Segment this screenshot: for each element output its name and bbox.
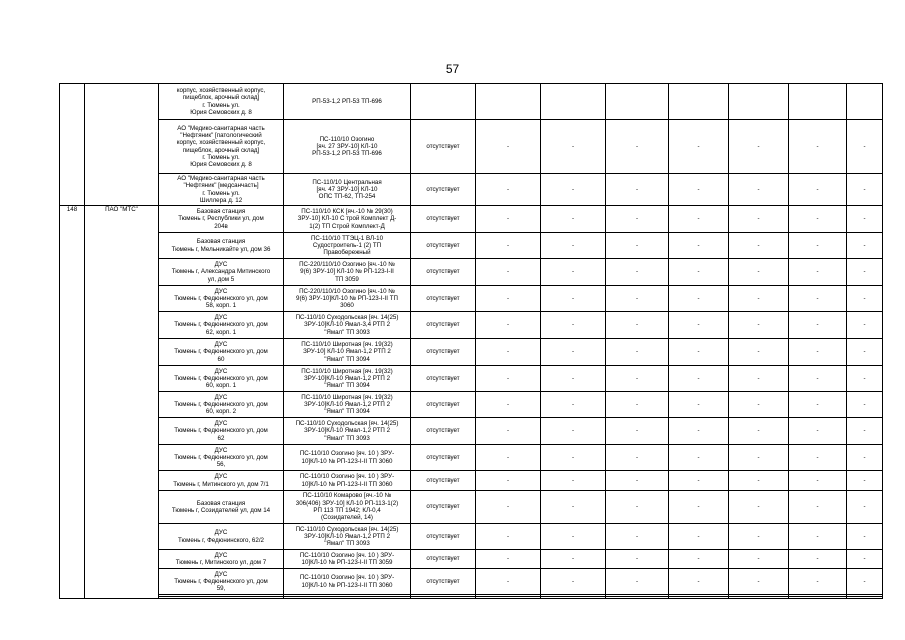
value-cell: -: [847, 259, 883, 286]
value-cell: -: [669, 206, 729, 233]
supply-cell: ПС-110/10 Суходольская [яч. 14(25) ЗРУ-10]КЛ-10 Ямал-3,4 РТП 2 "Ямал" ТП 3093: [284, 312, 411, 339]
object-cell: ДУС Тюмень г, Митинского ул, дом 7: [159, 550, 284, 569]
row-number-cell: [60, 84, 85, 206]
supply-cell: ПС-220/110/10 Озогино [яч.-10 № 9(6) ЗРУ-10] КЛ-10 № РП-123-I-II ТП 3059: [284, 259, 411, 286]
value-cell: -: [789, 339, 847, 366]
supply-cell: ПС-110/10 Широтная [яч. 19(32) ЗРУ-10]КЛ-10 Ямал-1,2 РТП 2 "Ямал" ТП 3094: [284, 366, 411, 392]
value-cell: -: [669, 569, 729, 595]
object-cell: корпус, хозяйственный корпус, пищеблок, арочный склад] г. Тюмень ул. Юрия Семовских д. 8: [159, 84, 284, 120]
value-cell: -: [476, 312, 541, 339]
value-cell: -: [669, 339, 729, 366]
object-cell: Базовая станция Тюмень г, Созидателей ул, дом 14: [159, 491, 284, 524]
value-cell: -: [476, 339, 541, 366]
supply-cell: ПС-110/10 Центральная [яч. 47 ЗРУ-10] КЛ-10 ОПС ТП-62, ТП-254: [284, 174, 411, 206]
value-cell: -: [729, 312, 789, 339]
value-cell: -: [669, 524, 729, 550]
supply-cell: ПС-110/10 Озогино [яч. 27 ЗРУ-10] КЛ-10 РП-53-1,2 РП-53 ТП-696: [284, 120, 411, 174]
value-cell: -: [541, 339, 606, 366]
object-cell: ДУС Тюмень г, Федюнинского ул, дом 60, корп. 2: [159, 392, 284, 418]
status-cell: отсутствует: [411, 445, 476, 471]
table-row: [60, 286, 883, 312]
table-row: [60, 339, 883, 366]
value-cell: -: [606, 550, 669, 569]
status-cell: отсутствует: [411, 392, 476, 418]
status-cell: отсутствует: [411, 569, 476, 595]
supply-cell: ПС-110/10 Широтная [яч. 19(32) ЗРУ-10]КЛ-10 Ямал-1,2 РТП 2 "Ямал" ТП 3094: [284, 392, 411, 418]
value-cell: -: [541, 312, 606, 339]
object-cell: ДУС Тюмень г, Федюнинского ул, дом 60, корп. 1: [159, 366, 284, 392]
object-cell: ДУС Тюмень г, Федюнинского ул, дом 62, корп. 1: [159, 312, 284, 339]
table-row: [60, 597, 883, 599]
value-cell: [606, 84, 669, 120]
value-cell: -: [476, 524, 541, 550]
status-cell: отсутствует: [411, 206, 476, 233]
value-cell: -: [541, 206, 606, 233]
value-cell: -: [847, 233, 883, 259]
supply-cell: ПС-110/10 Широтная [яч. 19(32) ЗРУ-10] КЛ-10 Ямал-1,2 РТП 2 "Ямал" ТП 3094: [284, 339, 411, 366]
value-cell: -: [789, 120, 847, 174]
table-row: [60, 233, 883, 259]
owner-cell: ПАО "МТС": [85, 206, 159, 599]
object-cell: Базовая станция Тюмень г, Республики ул, дом 204в: [159, 206, 284, 233]
value-cell: -: [476, 418, 541, 445]
value-cell: -: [789, 206, 847, 233]
supply-cell: ПС-110/10 Озогино [яч. 10 ) ЗРУ- 10]КЛ-10 № РП-123-I-II ТП 3059: [284, 550, 411, 569]
value-cell: -: [541, 392, 606, 418]
value-cell: -: [729, 120, 789, 174]
value-cell: -: [476, 366, 541, 392]
object-cell: ДУС Тюмень г, Александра Митинского ул, дом 5: [159, 259, 284, 286]
object-cell: ДУС Тюмень г, Федюнинского ул, дом 58, корп. 1: [159, 286, 284, 312]
status-cell: отсутствует: [411, 259, 476, 286]
value-cell: -: [606, 174, 669, 206]
value-cell: -: [476, 491, 541, 524]
table-row: [60, 120, 883, 174]
value-cell: [847, 597, 883, 599]
value-cell: -: [847, 286, 883, 312]
value-cell: -: [729, 366, 789, 392]
value-cell: -: [541, 418, 606, 445]
value-cell: -: [847, 174, 883, 206]
value-cell: -: [729, 445, 789, 471]
value-cell: -: [847, 206, 883, 233]
supply-cell: ПС-110/10 Озогино [яч. 10 ) ЗРУ- 10]КЛ-10 № РП-123-I-II ТП 3060: [284, 445, 411, 471]
value-cell: [476, 597, 541, 599]
object-cell: ДУС Тюмень г, Федюнинского ул, дом 59,: [159, 569, 284, 595]
value-cell: -: [541, 569, 606, 595]
value-cell: -: [669, 120, 729, 174]
value-cell: -: [476, 471, 541, 491]
value-cell: -: [476, 569, 541, 595]
value-cell: -: [606, 120, 669, 174]
value-cell: -: [606, 233, 669, 259]
value-cell: -: [606, 445, 669, 471]
value-cell: -: [847, 418, 883, 445]
value-cell: -: [847, 392, 883, 418]
value-cell: -: [669, 445, 729, 471]
value-cell: -: [789, 491, 847, 524]
value-cell: [729, 597, 789, 599]
value-cell: -: [541, 259, 606, 286]
value-cell: -: [476, 174, 541, 206]
status-cell: отсутствует: [411, 174, 476, 206]
value-cell: -: [847, 491, 883, 524]
status-cell: [411, 84, 476, 120]
status-cell: отсутствует: [411, 312, 476, 339]
value-cell: -: [476, 259, 541, 286]
value-cell: -: [729, 174, 789, 206]
value-cell: -: [541, 445, 606, 471]
value-cell: -: [606, 259, 669, 286]
value-cell: -: [669, 312, 729, 339]
value-cell: [606, 597, 669, 599]
value-cell: -: [541, 120, 606, 174]
value-cell: -: [847, 366, 883, 392]
object-cell: Базовая станция Тюмень г, Мельникайте ул, дом 36: [159, 233, 284, 259]
value-cell: -: [847, 471, 883, 491]
value-cell: -: [606, 206, 669, 233]
value-cell: -: [541, 366, 606, 392]
value-cell: -: [541, 471, 606, 491]
value-cell: -: [669, 471, 729, 491]
value-cell: -: [789, 392, 847, 418]
value-cell: -: [669, 550, 729, 569]
value-cell: -: [476, 550, 541, 569]
table-row: [60, 174, 883, 206]
status-cell: отсутствует: [411, 471, 476, 491]
value-cell: -: [669, 233, 729, 259]
table-row: [60, 84, 883, 120]
value-cell: -: [669, 418, 729, 445]
value-cell: -: [789, 550, 847, 569]
value-cell: -: [606, 286, 669, 312]
value-cell: -: [606, 366, 669, 392]
status-cell: отсутствует: [411, 524, 476, 550]
value-cell: -: [847, 445, 883, 471]
value-cell: [789, 84, 847, 120]
page-number: 57: [445, 62, 460, 76]
value-cell: -: [729, 524, 789, 550]
object-cell: [159, 597, 284, 599]
value-cell: -: [729, 471, 789, 491]
owner-cell: [85, 84, 159, 206]
value-cell: -: [476, 392, 541, 418]
supply-cell: ПС-110/10 Суходольская [яч. 14(25) ЗРУ-10]КЛ-10 Ямал-1,2 РТП 2 "Ямал" ТП 3093: [284, 418, 411, 445]
value-cell: -: [669, 392, 729, 418]
status-cell: отсутствует: [411, 366, 476, 392]
value-cell: -: [789, 259, 847, 286]
value-cell: -: [541, 233, 606, 259]
object-cell: ДУС Тюмень г, Федюнинского ул, дом 62: [159, 418, 284, 445]
table-row: [60, 471, 883, 491]
power-supply-table: [59, 83, 883, 599]
value-cell: -: [476, 233, 541, 259]
supply-cell: [284, 597, 411, 599]
supply-cell: ПС-110/10 Озогино [яч. 10 ) ЗРУ- 10]КЛ-10 № РП-123-I-II ТП 3060: [284, 569, 411, 595]
status-cell: отсутствует: [411, 286, 476, 312]
value-cell: -: [669, 286, 729, 312]
status-cell: отсутствует: [411, 233, 476, 259]
object-cell: АО "Медико-санитарная часть "Нефтяник" [патологический корпус, хозяйственный корпус, пищеблок, арочный склад] г. Тюмень ул. Юрия Семовских д. 8: [159, 120, 284, 174]
value-cell: -: [476, 120, 541, 174]
value-cell: [789, 597, 847, 599]
value-cell: -: [729, 392, 789, 418]
status-cell: отсутствует: [411, 418, 476, 445]
value-cell: -: [541, 174, 606, 206]
value-cell: -: [729, 339, 789, 366]
value-cell: -: [669, 174, 729, 206]
value-cell: -: [847, 339, 883, 366]
value-cell: -: [606, 418, 669, 445]
supply-cell: РП-53-1,2 РП-53 ТП-696: [284, 84, 411, 120]
value-cell: -: [847, 120, 883, 174]
value-cell: -: [847, 524, 883, 550]
value-cell: -: [669, 491, 729, 524]
table-row: [60, 569, 883, 595]
value-cell: -: [606, 491, 669, 524]
value-cell: [541, 597, 606, 599]
value-cell: -: [789, 366, 847, 392]
value-cell: -: [789, 286, 847, 312]
value-cell: -: [606, 569, 669, 595]
value-cell: -: [541, 286, 606, 312]
supply-cell: ПС-110/10 Озогино [яч. 10 ) ЗРУ- 10]КЛ-10 № РП-123-I-II ТП 3060: [284, 471, 411, 491]
value-cell: -: [729, 206, 789, 233]
value-cell: -: [729, 418, 789, 445]
value-cell: -: [541, 524, 606, 550]
value-cell: -: [606, 471, 669, 491]
table-row: [60, 259, 883, 286]
value-cell: -: [729, 550, 789, 569]
value-cell: -: [789, 312, 847, 339]
status-cell: отсутствует: [411, 550, 476, 569]
value-cell: -: [729, 286, 789, 312]
value-cell: [847, 84, 883, 120]
value-cell: [476, 84, 541, 120]
supply-cell: ПС-110/10 ТТЭЦ-1 ВЛ-10 Судостроитель-1 (2) ТП Правобережный: [284, 233, 411, 259]
value-cell: -: [789, 524, 847, 550]
value-cell: -: [789, 569, 847, 595]
supply-cell: ПС-110/10 Комарово [яч.-10 № 306(406) ЗРУ-10] КЛ-10 РП-113-1(2) РП 113 ТП 1942; КЛ-0,4 (Созидателей, 14): [284, 491, 411, 524]
value-cell: -: [606, 312, 669, 339]
value-cell: -: [789, 174, 847, 206]
value-cell: -: [847, 569, 883, 595]
table-row: [60, 445, 883, 471]
table-row: [60, 418, 883, 445]
value-cell: -: [476, 206, 541, 233]
supply-cell: ПС-110/10 КСК [яч.-10 № 29(30) ЗРУ-10] КЛ-10 С трой Комплект Д- 1(2) ТП Строй Комплект-Д: [284, 206, 411, 233]
row-number-cell: 148: [60, 206, 85, 599]
value-cell: [541, 84, 606, 120]
value-cell: -: [606, 339, 669, 366]
value-cell: -: [669, 366, 729, 392]
value-cell: -: [789, 471, 847, 491]
status-cell: [411, 597, 476, 599]
supply-cell: ПС-110/10 Суходольская [яч. 14(25) ЗРУ-10]КЛ-10 Ямал-1,2 РТП 2 "Ямал" ТП 3093: [284, 524, 411, 550]
value-cell: [669, 84, 729, 120]
value-cell: -: [476, 445, 541, 471]
value-cell: -: [729, 491, 789, 524]
value-cell: -: [541, 550, 606, 569]
status-cell: отсутствует: [411, 339, 476, 366]
value-cell: [729, 84, 789, 120]
value-cell: -: [847, 312, 883, 339]
table-row: [60, 312, 883, 339]
status-cell: отсутствует: [411, 120, 476, 174]
value-cell: -: [729, 569, 789, 595]
object-cell: АО "Медико-санитарная часть "Нефтяник" [медсанчасть] г. Тюмень ул. Шиллера д. 12: [159, 174, 284, 206]
status-cell: отсутствует: [411, 491, 476, 524]
table-row: [60, 491, 883, 524]
value-cell: -: [669, 259, 729, 286]
value-cell: -: [847, 550, 883, 569]
table-row: [60, 366, 883, 392]
table-row: [60, 206, 883, 233]
value-cell: -: [729, 233, 789, 259]
object-cell: ДУС Тюмень г, Федюнинского ул, дом 56,: [159, 445, 284, 471]
table-row: [60, 550, 883, 569]
value-cell: -: [789, 445, 847, 471]
value-cell: -: [476, 286, 541, 312]
value-cell: -: [606, 392, 669, 418]
value-cell: -: [729, 259, 789, 286]
object-cell: ДУС Тюмень г, Федюнинского ул, дом 60: [159, 339, 284, 366]
table-row: [60, 392, 883, 418]
value-cell: -: [541, 491, 606, 524]
value-cell: -: [789, 418, 847, 445]
supply-cell: ПС-220/110/10 Озогино [яч.-10 № 9(6) ЗРУ-10]КЛ-10 № РП-123-I-II ТП 3060: [284, 286, 411, 312]
value-cell: -: [606, 524, 669, 550]
object-cell: ДУС Тюмень г, Федюнинского, 62/2: [159, 524, 284, 550]
object-cell: ДУС Тюмень г, Митинского ул, дом 7/1: [159, 471, 284, 491]
value-cell: [669, 597, 729, 599]
table-row: [60, 524, 883, 550]
value-cell: -: [789, 233, 847, 259]
